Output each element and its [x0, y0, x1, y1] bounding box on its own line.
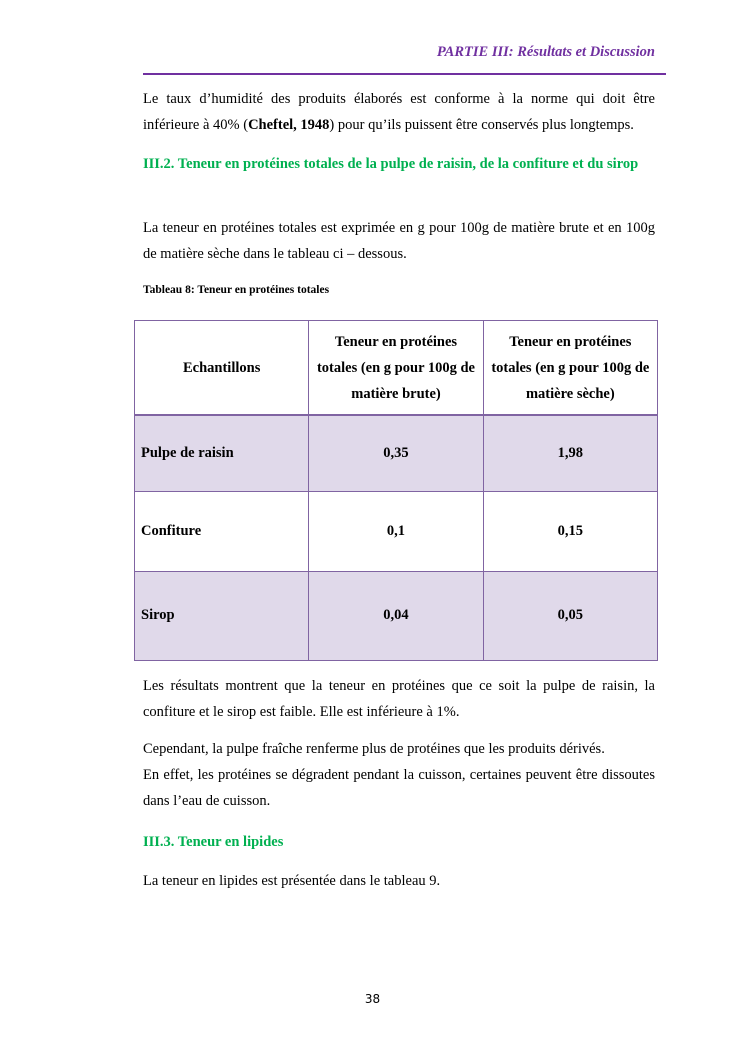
paragraph-line: Cependant, la pulpe fraîche renferme plus de protéines que les produits dérivés. [143, 741, 605, 757]
column-header-raw-matter: Teneur en protéines totales (en g pour 100g de matière brute) [309, 321, 483, 416]
table-row [135, 415, 658, 491]
sample-label: Pulpe de raisin [135, 415, 309, 491]
header-divider [143, 73, 666, 75]
column-header-samples: Echantillons [135, 321, 309, 416]
table-row [135, 491, 658, 571]
table-header-row [135, 321, 658, 416]
section-heading-lipids: III.3. Teneur en lipides [143, 834, 284, 850]
paragraph-humidity [143, 86, 655, 138]
paragraph-text: ) pour qu’ils puissent être conservés plus longtemps. [329, 117, 634, 133]
paragraph-text: Le taux d’humidité des produits élaborés est conforme à la norme qui doit être inférieure à 40% ( [143, 91, 655, 133]
paragraph-protein-intro: La teneur en protéines totales est exprimée en g pour 100g de matière brute et en 100g de matière sèche dans le tableau ci – dessous. [143, 220, 655, 262]
value-raw: 0,35 [309, 415, 483, 491]
citation: Cheftel, 1948 [248, 117, 330, 133]
sample-label: Sirop [135, 571, 309, 660]
value-dry: 1,98 [483, 415, 657, 491]
paragraph-line: En effet, les protéines se dégradent pendant la cuisson, certaines peuvent être dissoutes dans l’eau de cuisson. [143, 767, 655, 809]
section-heading-proteins: III.2. Teneur en protéines totales de la pulpe de raisin, de la confiture et du sirop [143, 156, 639, 172]
value-dry: 0,05 [483, 571, 657, 660]
protein-table [134, 320, 658, 661]
paragraph-results: Les résultats montrent que la teneur en protéines que ce soit la pulpe de raisin, la confiture et le sirop est faible. Elle est inférieure à 1%. [143, 678, 655, 720]
value-raw: 0,04 [309, 571, 483, 660]
paragraph-lipids: La teneur en lipides est présentée dans le tableau 9. [143, 873, 441, 889]
value-dry: 0,15 [483, 491, 657, 571]
paragraph-discussion [143, 736, 655, 814]
sample-label: Confiture [135, 491, 309, 571]
page-number: 38 [364, 992, 381, 1006]
table-row [135, 571, 658, 660]
value-raw: 0,1 [309, 491, 483, 571]
page-header-title: PARTIE III: Résultats et Discussion [436, 44, 655, 60]
table-caption: Tableau 8: Teneur en protéines totales [143, 284, 330, 296]
column-header-dry-matter: Teneur en protéines totales (en g pour 100g de matière sèche) [483, 321, 657, 416]
